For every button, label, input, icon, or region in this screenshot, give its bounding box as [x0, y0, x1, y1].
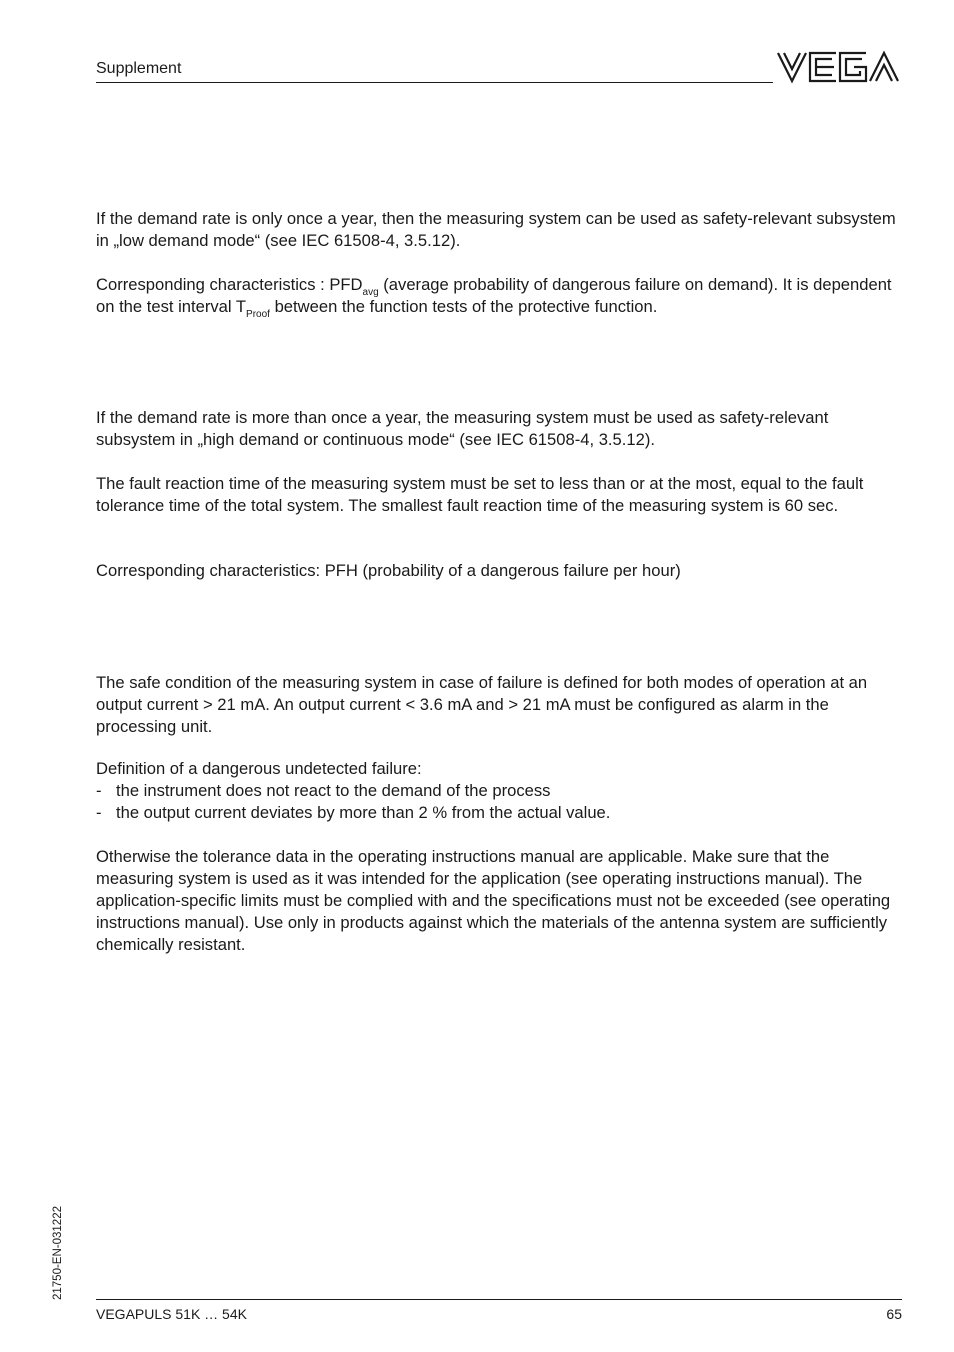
test-interval-text: (average probability of dangerous failure on demand). It is dependent on the test interval T	[96, 275, 892, 316]
safe-condition-text-3: Otherwise the tolerance data in the operating instructions manual are applicable. Make sure that the measuring system is used as it was intended for the application (see operating instructions manual). The application-specific limits must be complied with and the specifications must not be exceeded (see operating instructions manual). Use only in products against which the materials of the antenna system are sufficiently chemically resistant.	[96, 847, 891, 954]
pfd-subscript: avg	[362, 287, 379, 298]
list-item	[96, 802, 904, 824]
safe-condition-paragraph-1	[96, 672, 904, 738]
list-item-text: the output current deviates by more than 2 % from the actual value.	[116, 803, 611, 822]
low-demand-paragraph-2	[96, 274, 904, 318]
list-dash: -	[96, 781, 102, 800]
dangerous-failure-text: Definition of a dangerous undetected failure:	[96, 759, 422, 778]
high-demand-text-1: If the demand rate is more than once a year, the measuring system must be used as safety-relevant subsystem in „high demand or continuous mode“ (see IEC 61508-4, 3.5.12).	[96, 408, 829, 449]
vega-logo	[776, 50, 902, 84]
low-demand-text-1: If the demand rate is only once a year, then the measuring system can be used as safety-relevant subsystem in „low demand mode“ (see IEC 61508-4, 3.5.12).	[96, 209, 896, 250]
page-number: 65	[886, 1306, 902, 1322]
safe-condition-text-1: The safe condition of the measuring system in case of failure is defined for both modes of operation at an output current > 21 mA. An output current < 3.6 mA and > 21 mA must be configured as alarm in the processing unit.	[96, 673, 868, 736]
footer-rule	[96, 1299, 902, 1300]
dangerous-failure-heading	[96, 758, 904, 780]
header-section-label: Supplement	[96, 60, 182, 77]
safe-condition-paragraph-3	[96, 846, 904, 956]
footer-product-name: VEGAPULS 51K … 54K	[96, 1306, 247, 1322]
low-demand-text-2	[96, 274, 904, 318]
high-demand-paragraph-1	[96, 407, 904, 451]
document-code: 21750-EN-031222	[52, 1206, 64, 1300]
function-tests-text: between the function tests of the protective function.	[269, 297, 658, 316]
list-item-text: the instrument does not react to the demand of the process	[116, 781, 551, 800]
list-dash: -	[96, 803, 102, 822]
proof-subscript: Proof	[246, 309, 270, 320]
dangerous-failure-list	[96, 780, 904, 824]
high-demand-text-2: The fault reaction time of the measuring system must be set to less than or at the most, equal to the fault tolerance time of the total system. The smallest fault reaction time of the measuring system is 60 sec.	[96, 474, 864, 515]
low-demand-paragraph-1	[96, 208, 904, 252]
high-demand-paragraph-3	[96, 560, 904, 582]
pfd-text: Corresponding characteristics : PFD	[96, 275, 363, 294]
list-item	[96, 780, 904, 802]
high-demand-text-3: Corresponding characteristics: PFH (probability of a dangerous failure per hour)	[96, 561, 681, 580]
header-rule	[96, 82, 773, 83]
high-demand-paragraph-2	[96, 473, 904, 517]
